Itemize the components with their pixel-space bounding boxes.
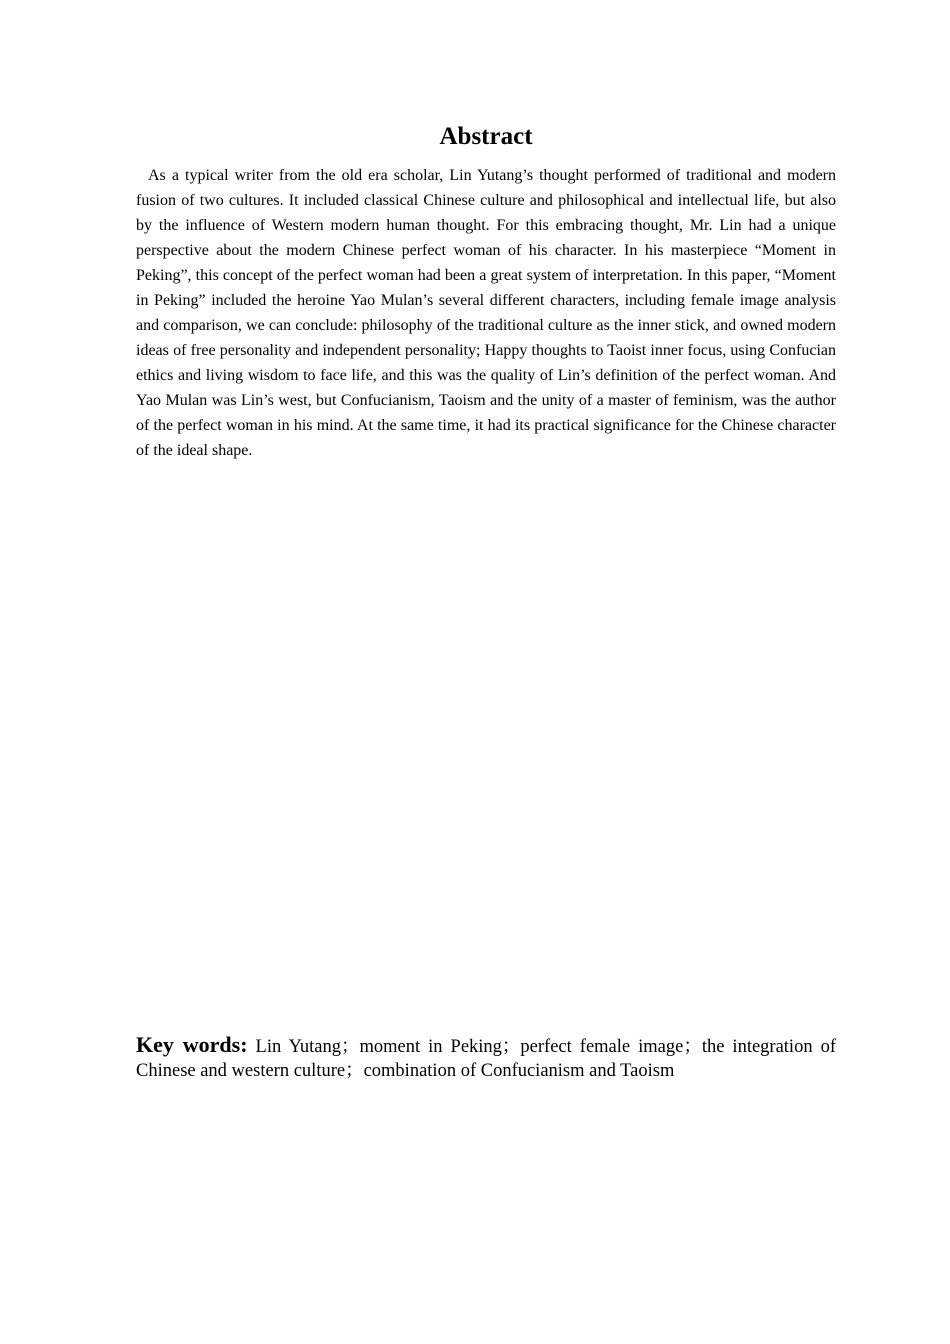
keywords-text: Lin Yutang；moment in Peking；perfect female image；the integration of Chinese and western culture；combination of Confucianism and Taoism	[136, 1037, 836, 1081]
keywords-paragraph	[136, 1033, 836, 1083]
abstract-body: As a typical writer from the old era scholar, Lin Yutang’s thought performed of traditional and modern fusion of two cultures. It included classical Chinese culture and philosophical and intellectual life, but also by the influence of Western modern human thought. For this embracing thought, Mr. Lin had a unique perspective about the modern Chinese perfect woman of his character. In his masterpiece “Moment in Peking”, this concept of the perfect woman had been a great system of interpretation. In this paper, “Moment in Peking” included the heroine Yao Mulan’s several different characters, including female image analysis and comparison, we can conclude: philosophy of the traditional culture as the inner stick, and owned modern ideas of free personality and independent personality; Happy thoughts to Taoist inner focus, using Confucian ethics and living wisdom to face life, and this was the quality of Lin’s definition of the perfect woman. And Yao Mulan was Lin’s west, but Confucianism, Taoism and the unity of a master of feminism, was the author of the perfect woman in his mind. At the same time, it had its practical significance for the Chinese character of the ideal shape.	[136, 167, 836, 459]
keywords-label: Key words:	[136, 1032, 248, 1057]
abstract-title: Abstract	[439, 123, 533, 150]
